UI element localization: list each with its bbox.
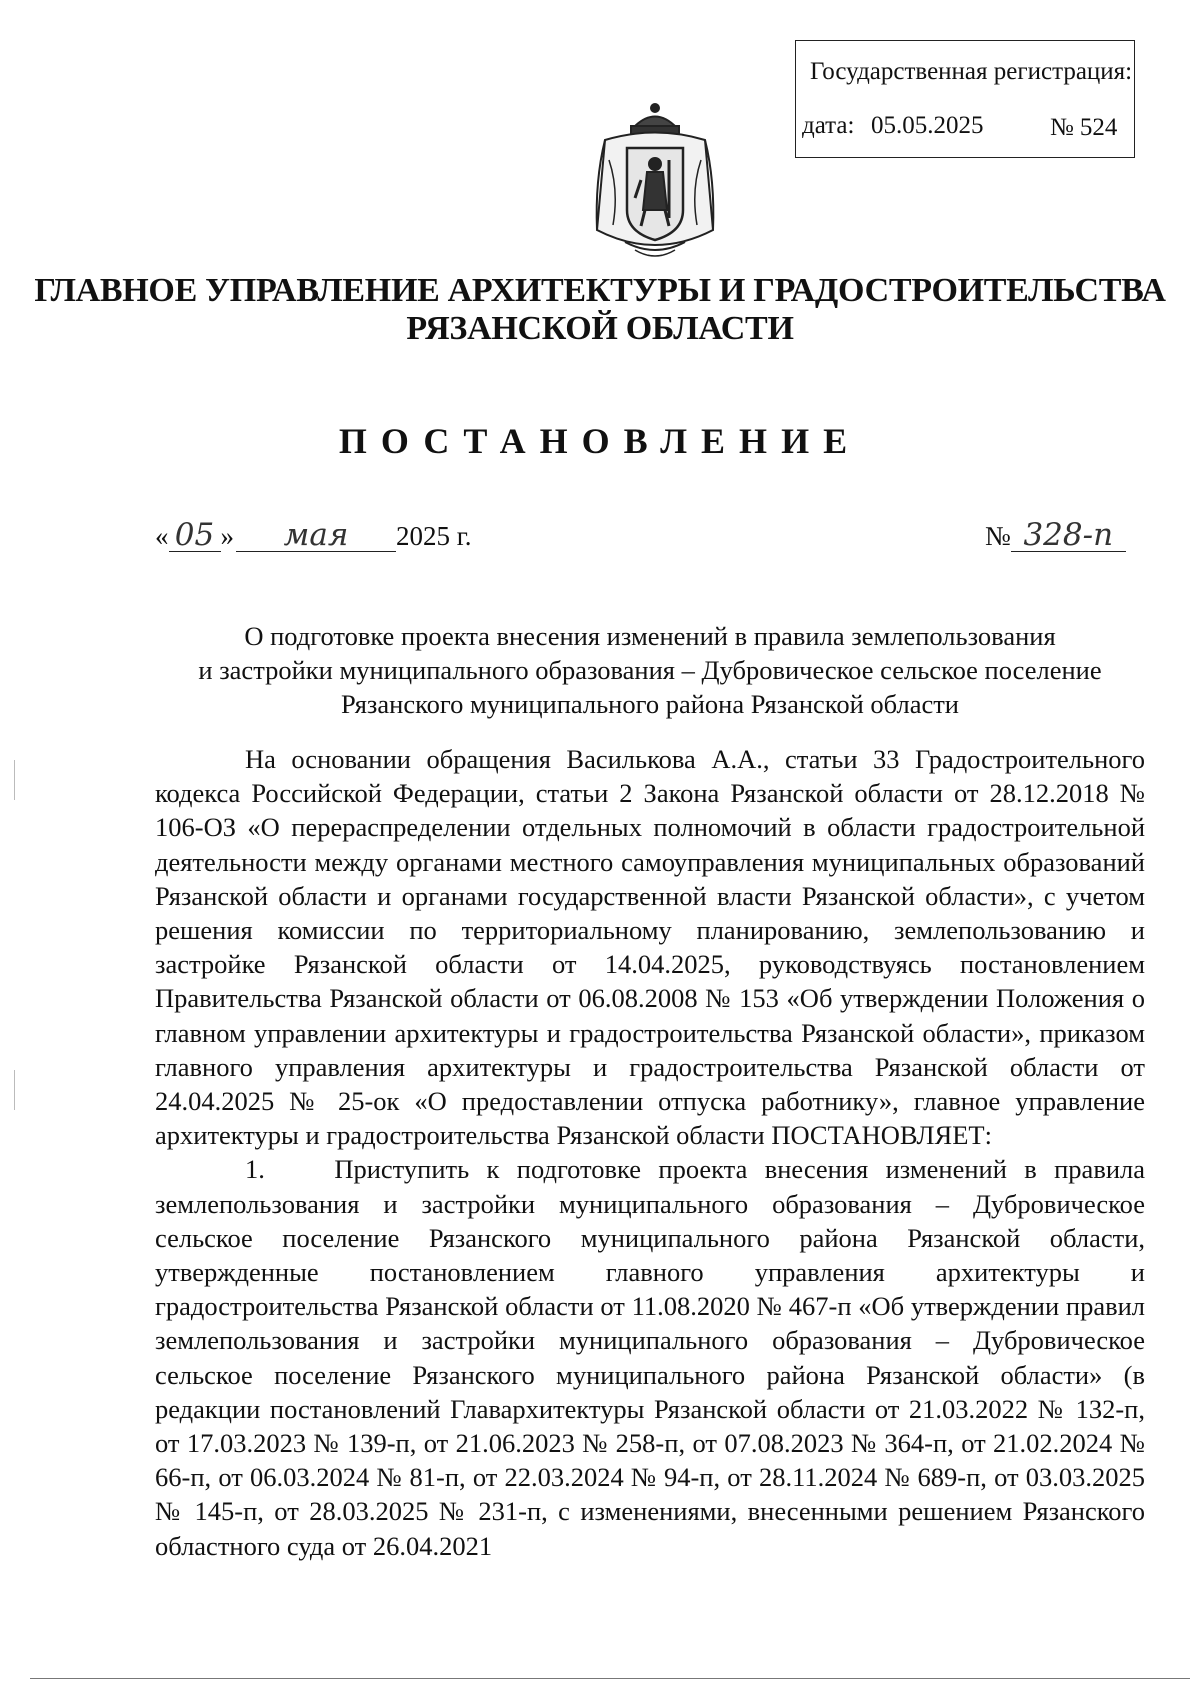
date-open-quote: « (155, 521, 169, 551)
registration-date: 05.05.2025 (871, 112, 984, 139)
registration-date-label: дата: (802, 112, 855, 139)
clause-1-number: 1. (245, 1154, 265, 1185)
organization-title-line1: ГЛАВНОЕ УПРАВЛЕНИЕ АРХИТЕКТУРЫ И ГРАДОСТРОИТЕЛЬСТВА (34, 272, 1166, 309)
subject-line-1: О подготовке проекта внесения изменений в правила землепользования (244, 621, 1056, 651)
registration-number-group (1044, 113, 1117, 143)
document-type-heading: ПОСТАНОВЛЕНИЕ (338, 421, 862, 461)
date-year: 2025 г. (396, 521, 472, 551)
preamble-paragraph: На основании обращения Василькова А.А., статьи 33 Градостроительного кодекса Российской Федерации, статьи 2 Закона Рязанской области от 28.12.2018 № 106-ОЗ «О перераспределении отдельных полномочий в области градостроительной деятельности между органами местного самоуправления муниципальных образований Рязанской области и органами государственной власти Рязанской области», с учетом решения комиссии по территориальному планированию, землепользованию и застройке Рязанской области от 14.04.2025, руководствуясь постановлением Правительства Рязанской области от 06.08.2008 № 153 «Об утверждении Положения о главном управлении архитектуры и градостроительства Рязанской области», приказом главного управления архитектуры и градостроительства Рязанской области от 24.04.2025 № 25-ок «О предоставлении отпуска работнику», главное управление архитектуры и градостроительства Рязанской области ПОСТАНОВЛЯЕТ: (155, 744, 1145, 1151)
date-month-handwritten: мая (236, 520, 396, 552)
subject-line-2: и застройки муниципального образования – Дубровическое сельское поселение (198, 655, 1102, 685)
registration-number-label: № (1050, 114, 1074, 141)
document-number-label: № (985, 521, 1011, 551)
scan-margin-mark (14, 760, 15, 800)
coat-of-arms-icon (585, 100, 725, 265)
document-subject (155, 619, 1145, 721)
date-day-handwritten: 05 (169, 520, 221, 552)
clause-1-text: Приступить к подготовке проекта внесения изменений в правила землепользования и застройки муниципального образования – Дубровическое сельское поселение Рязанского муниципального района Рязанской области, утвержденные постановлением главного управления архитектуры и градостроительства Рязанской области от 11.08.2020 № 467-п «Об утверждении правил землепользования и застройки муниципального образования – Дубровическое сельское поселение Рязанского муниципального района Рязанской области» (в редакции постановлений Главархитектуры Рязанской области от 21.03.2022 № 132-п, от 17.03.2023 № 139-п, от 21.06.2023 № 258-п, от 07.08.2023 № 364-п, от 21.02.2024 № 66-п, от 06.03.2024 № 81-п, от 22.03.2024 № 94-п, от 28.11.2024 № 689-п, от 03.03.2025 № 145-п, от 28.03.2025 № 231-п, с изменениями, внесенными решением Рязанского областного суда от 26.04.2021 (155, 1154, 1146, 1561)
registration-title: Государственная регистрация: (810, 58, 1133, 85)
document-body (155, 742, 1145, 1563)
organization-title-line2: РЯЗАНСКОЙ ОБЛАСТИ (406, 310, 794, 347)
scan-margin-mark (14, 1070, 15, 1110)
registration-stamp (795, 40, 1135, 158)
document-number-handwritten: 328-п (1011, 520, 1126, 552)
registration-number: 524 (1079, 114, 1118, 141)
clause-1-paragraph (155, 1152, 1145, 1562)
scan-bottom-edge (30, 1678, 1190, 1679)
coat-of-arms-graphic (585, 100, 725, 265)
document-number (985, 517, 1126, 553)
date-close-quote: » (220, 521, 234, 551)
document-date (155, 517, 472, 553)
subject-line-3: Рязанского муниципального района Рязанской области (341, 689, 959, 719)
